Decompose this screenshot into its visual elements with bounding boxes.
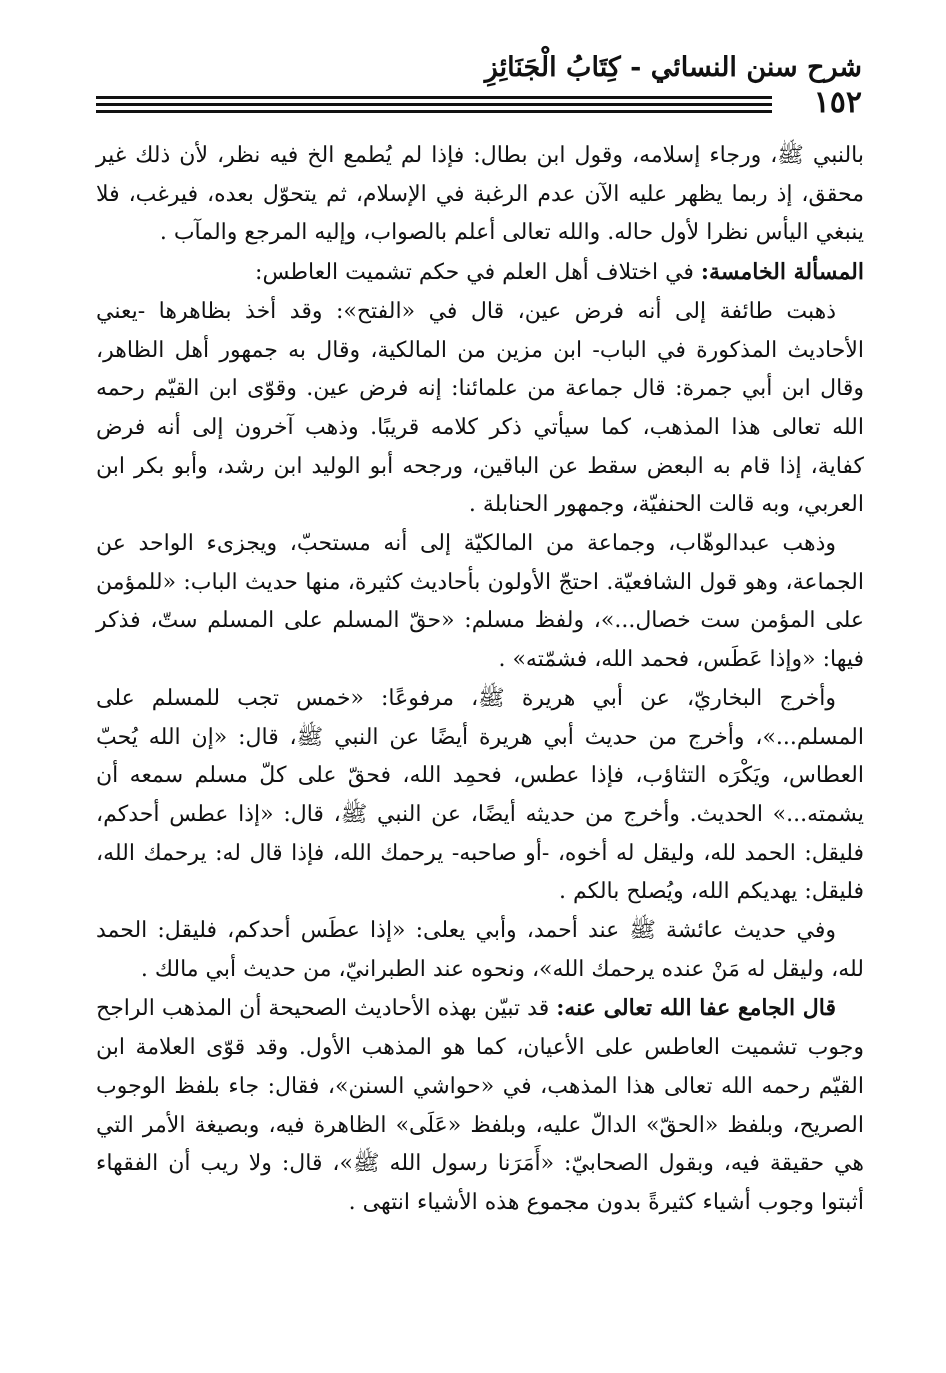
body-text [96, 137, 864, 1223]
paragraph-second-view [96, 525, 864, 680]
paragraph-text: بالنبي ﷺ، ورجاء إسلامه، وقول ابن بطال: فإذا لم يُطمع الخ فيه نظر، لأن ذلك غير محقق، إذ ربما يظهر عليه الآن عدم الرغبة في الإسلام، ثم يتحوّل بعده، فيرغب، فلا ينبغي اليأس نظرا لأول حاله. والله تعالى أعلم بالصواب، وإليه المرجع والمآب . [96, 143, 864, 246]
paragraph-issue-five [96, 253, 864, 293]
paragraph-bukhari [96, 680, 864, 912]
paragraph-lead: قال الجامع عفا الله تعالى عنه: [556, 995, 836, 1022]
page-number: ١٥٢ [813, 85, 862, 120]
header-rule-top [96, 96, 772, 99]
paragraph-text: قد تبيّن بهذه الأحاديث الصحيحة أن المذهب الراجح وجوب تشميت العاطس على الأعيان، كما هو المذهب الأول. وقد قوّى العلامة ابن القيّم رحمه الله تعالى هذا المذهب، في «حواشي السنن»، فقال: جاء بلفظ الوجوب الصريح، وبلفظ «الحقّ» الدالّ عليه، وبلفظ «عَلَى» الظاهرة فيه، وبصيغة الأمر التي هي حقيقة فيه، وبقول الصحابيّ: «أَمَرَنا رسول الله ﷺ»، قال: ولا ريب أن الفقهاء أثبتوا وجوب أشياء كثيرةً بدون مجموع هذه الأشياء انتهى . [96, 996, 864, 1215]
paragraph-text: في اختلاف أهل العلم في حكم تشميت العاطس: [255, 260, 701, 286]
paragraph-text: وفي حديث عائشة ﷺ عند أحمد، وأبي يعلى: «إذا عطَس أحدكم، فليقل: الحمد لله، وليقل له مَنْ عنده يرحمك الله»، ونحوه عند الطبرانيّ، من حديث أبي مالك . [96, 918, 864, 982]
paragraph-aisha [96, 912, 864, 989]
paragraph-lead: المسألة الخامسة: [700, 259, 864, 286]
paragraph-conclusion [96, 989, 864, 1222]
header-rule-middle [96, 103, 772, 106]
header-rule-bottom [96, 110, 772, 113]
paragraph-continuation [96, 137, 864, 253]
page-header [96, 52, 862, 120]
paragraph-text: وأخرج البخاريّ، عن أبي هريرة ﷺ، مرفوعًا: «خمس تجب للمسلم على المسلم...»، وأخرج من حديث أبي هريرة أيضًا عن النبي ﷺ، قال: «إن الله يُحبّ العطاس، ويَكْرَه التثاؤب، فإذا عطس، فحمِد الله، فحقّ على كلّ مسلم سمعه أن يشمته...» الحديث. وأخرج من حديثه أيضًا، عن النبي ﷺ، قال: «إذا عطس أحدكم، فليقل: الحمد لله، وليقل له أخوه، -أو صاحبه- يرحمك الله، فإذا قال له: يرحمك الله، فليقل: يهديكم الله، ويُصلح بالكم . [96, 685, 864, 905]
paragraph-text: وذهب عبدالوهّاب، وجماعة من المالكيّة إلى أنه مستحبّ، ويجزىء الواحد عن الجماعة، وهو قول الشافعيّة. احتجّ الأولون بأحاديث كثيرة، منها حديث الباب: «للمؤمن على المؤمن ست خصال...»، ولفظ مسلم: «حقّ المسلم على المسلم ستّ، فذكر فيها: «وإذا عَطَس، فحمد الله، فشمّته» . [96, 531, 864, 673]
paragraph-first-view [96, 293, 864, 525]
running-title: شرح سنن النسائي - كِتَابُ الْجَنَائِزِ [484, 52, 862, 83]
paragraph-text: ذهبت طائفة إلى أنه فرض عين، قال في «الفتح»: وقد أخذ بظاهرها -يعني الأحاديث المذكورة في الباب- ابن مزين من المالكية، وقال به جمهور أهل الظاهر، وقال ابن أبي جمرة: قال جماعة من علمائنا: إنه فرض عين. وقوّى ابن القيّم رحمه الله تعالى هذا المذهب، كما سيأتي ذكر كلامه قريبًا. وذهب آخرون إلى أنه فرض كفاية، إذا قام به البعض سقط عن الباقين، ورجحه أبو الوليد ابن رشد، وأبو بكر ابن العربي، وبه قالت الحنفيّة، وجمهور الحنابلة . [96, 298, 864, 518]
